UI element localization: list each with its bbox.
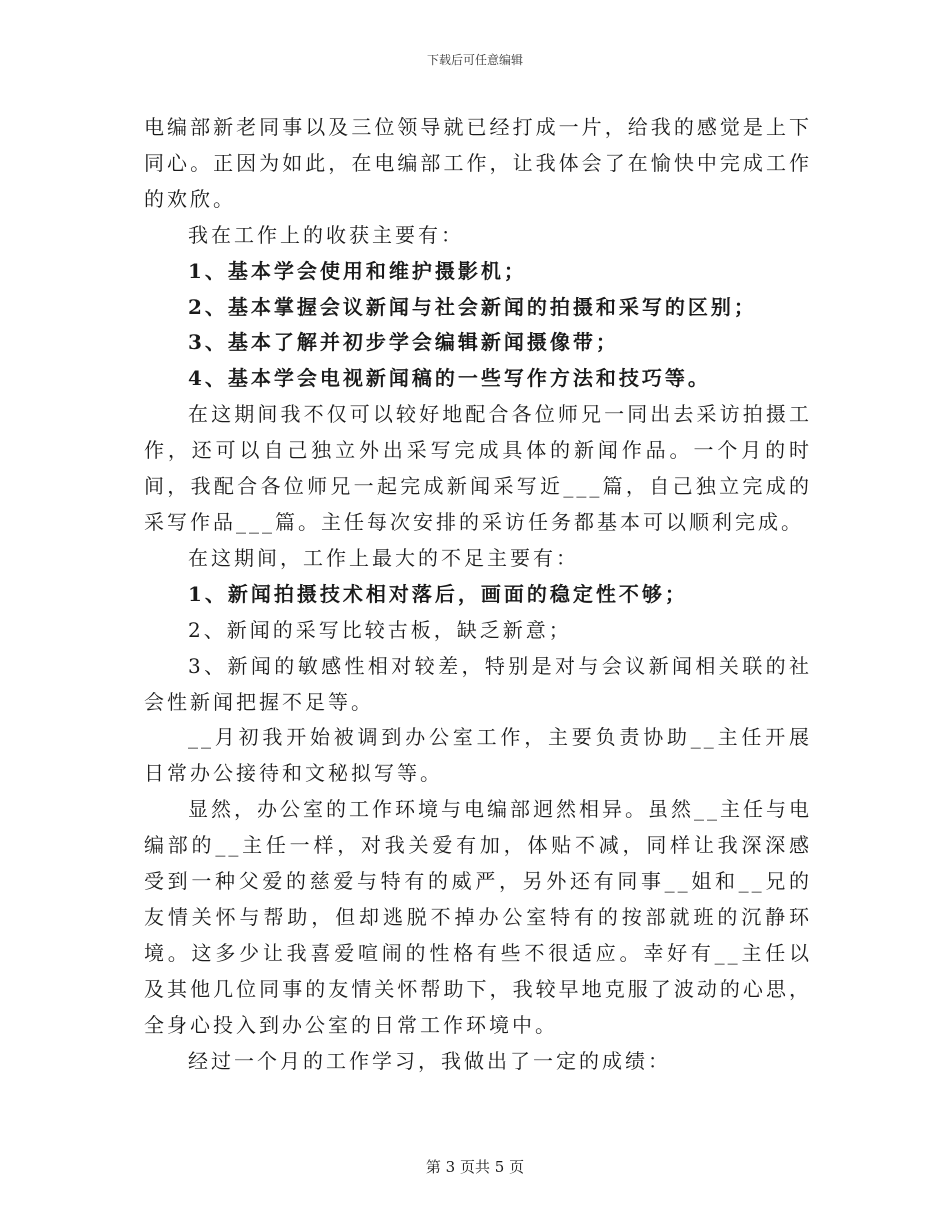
page-header: 下载后可任意编辑: [426, 53, 523, 67]
paragraph: 显然，办公室的工作环境与电编部迥然相异。虽然__主任与电编部的__主任一样，对我关爱有加，体贴不减，同样让我深深感受到一种父爱的慈爱与特有的威严，另外还有同事__姐和__兄的友情关怀与帮助，但却逃脱不掉办公室特有的按部就班的沉静环境。这多少让我喜爱喧闹的性格有些不很适应。幸好有__主任以及其他几位同事的友情关怀帮助下，我较早地克服了波动的心思，全身心投入到办公室的日常工作环境中。: [144, 797, 812, 1037]
list-item: 1、新闻拍摄技术相对落后，画面的稳定性不够；: [188, 581, 688, 606]
paragraph: 经过一个月的工作学习，我做出了一定的成绩：: [188, 1048, 671, 1073]
paragraph: __月初我开始被调到办公室工作，主要负责协助__主任开展日常办公接待和文秘拟写等。: [144, 725, 812, 786]
list-item: 3、基本了解并初步学会编辑新闻摄像带；: [188, 330, 619, 355]
list-item: 2、新闻的采写比较古板，缺乏新意；: [188, 617, 572, 642]
paragraph: 我在工作上的收获主要有：: [188, 222, 464, 247]
page-footer: 第 3 页共 5 页: [425, 1158, 525, 1176]
document-body: [144, 110, 812, 1079]
paragraph: 电编部新老同事以及三位领导就已经打成一片，给我的感觉是上下同心。正因为如此，在电编部工作，让我体会了在愉快中完成工作的欢欣。: [144, 115, 812, 211]
paragraph: 在这期间我不仅可以较好地配合各位师兄一同出去采访拍摄工作，还可以自己独立外出采写完成具体的新闻作品。一个月的时间，我配合各位师兄一起完成新闻采写近___篇，自己独立完成的采写作品___篇。主任每次安排的采访任务都基本可以顺利完成。: [144, 402, 812, 534]
paragraph: 在这期间，工作上最大的不足主要有：: [188, 545, 579, 570]
list-item: 1、基本学会使用和维护摄影机；: [188, 258, 527, 283]
list-item: 4、基本学会电视新闻稿的一些写作方法和技巧等。: [188, 366, 711, 391]
list-item: 2、基本掌握会议新闻与社会新闻的拍摄和采写的区别；: [188, 294, 757, 319]
list-item: 3、新闻的敏感性相对较差，特别是对与会议新闻相关联的社会性新闻把握不足等。: [144, 653, 812, 714]
